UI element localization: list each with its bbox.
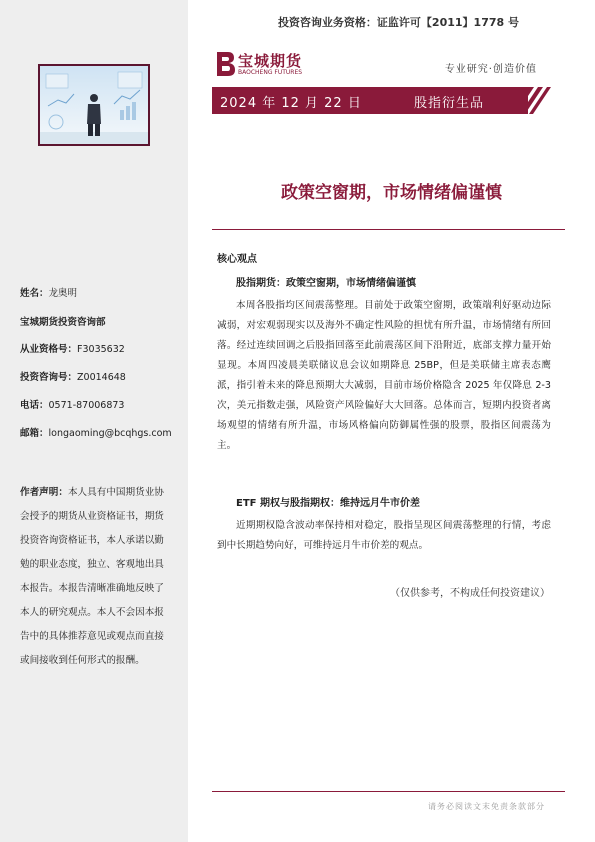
- footer-note: 请务必阅读文末免责条款部分: [428, 802, 545, 811]
- logo-mark-icon: [214, 50, 236, 78]
- author-email[interactable]: longaoming@bcqhgs.com: [48, 428, 172, 439]
- author-phone-row: [20, 397, 124, 411]
- author-qual: F3035632: [77, 344, 125, 355]
- author-phone-label: 电话：: [20, 400, 49, 411]
- slogan: 专业研究·创造价值: [444, 64, 537, 75]
- section-title-options: ETF 期权与股指期权：维持远月牛市价差: [236, 498, 420, 509]
- author-dept: 宝城期货投资咨询部: [20, 317, 106, 328]
- author-email-row: [20, 425, 172, 439]
- author-consult-label: 投资咨询号：: [20, 372, 78, 383]
- author-name-row: [20, 285, 77, 299]
- logo-name: 宝城期货: [238, 52, 303, 70]
- author-name: 龙奥明: [48, 288, 78, 299]
- title-divider: [212, 229, 565, 230]
- decorative-stripes-icon: [510, 87, 555, 114]
- author-phone: 0571-87006873: [48, 400, 125, 411]
- author-email-label: 邮箱：: [20, 428, 49, 439]
- core-view-label: 核心观点: [217, 254, 257, 265]
- cover-image: [38, 64, 150, 146]
- section-title-futures: 股指期货：政策空窗期，市场情绪偏谨慎: [236, 278, 416, 289]
- report-title: 政策空窗期，市场情绪偏谨慎: [281, 183, 502, 203]
- author-name-label: 姓名：: [20, 288, 49, 299]
- author-qual-label: 从业资格号：: [20, 344, 78, 355]
- author-qual-row: [20, 341, 125, 355]
- author-statement: [20, 481, 168, 673]
- author-dept-row: [20, 314, 106, 328]
- company-logo: [214, 50, 334, 80]
- footer-divider: [212, 791, 565, 792]
- statement-label: 作者声明：: [20, 487, 68, 498]
- report-date: 2024 年 12 月 22 日: [220, 96, 362, 111]
- disclaimer-note: （仅供参考，不构成任何投资建议）: [390, 588, 550, 599]
- author-consult: Z0014648: [77, 372, 126, 383]
- date-bar: [212, 87, 528, 114]
- logo-english-name: BAOCHENG FUTURES: [238, 69, 303, 76]
- author-consult-row: [20, 369, 126, 383]
- section-body-futures: 本周各股指均区间震荡整理。目前处于政策空窗期，政策端利好驱动边际减弱，对宏观弱现实以及海外不确定性风险的担忧有所升温，市场情绪有所回落。经过连续回调之后股指回落至此前震荡区间下沿附近，底部支撑力量开始显现。本周四凌晨美联储议息会议如期降息 25BP，但是美联储主席表态鹰派，指引着未来的降息预期大大减弱，目前市场价格隐含 2025 年仅降息 2-3 次，美元指数走强，风险资产风险偏好大大回落。总体而言，短期内投资者离场观望的情绪有所升温，市场风格偏向防御属性强的股票，股指区间震荡为主。: [217, 300, 551, 451]
- license-text: 投资咨询业务资格：证监许可【2011】1778 号: [277, 16, 519, 29]
- section-body-options: 近期期权隐含波动率保持相对稳定，股指呈现区间震荡整理的行情，考虑到中长期趋势向好，可维持远月牛市价差的观点。: [217, 520, 551, 551]
- report-category: 股指衍生品: [414, 96, 485, 111]
- statement-text: 本人具有中国期货业协会授予的期货从业资格证书，期货投资咨询资格证书，本人承诺以勤勉的职业态度，独立、客观地出具本报告。本报告清晰准确地反映了本人的研究观点。本人不会因本报告中的具体推荐意见或观点而直接或间接收到任何形式的报酬。: [20, 487, 164, 666]
